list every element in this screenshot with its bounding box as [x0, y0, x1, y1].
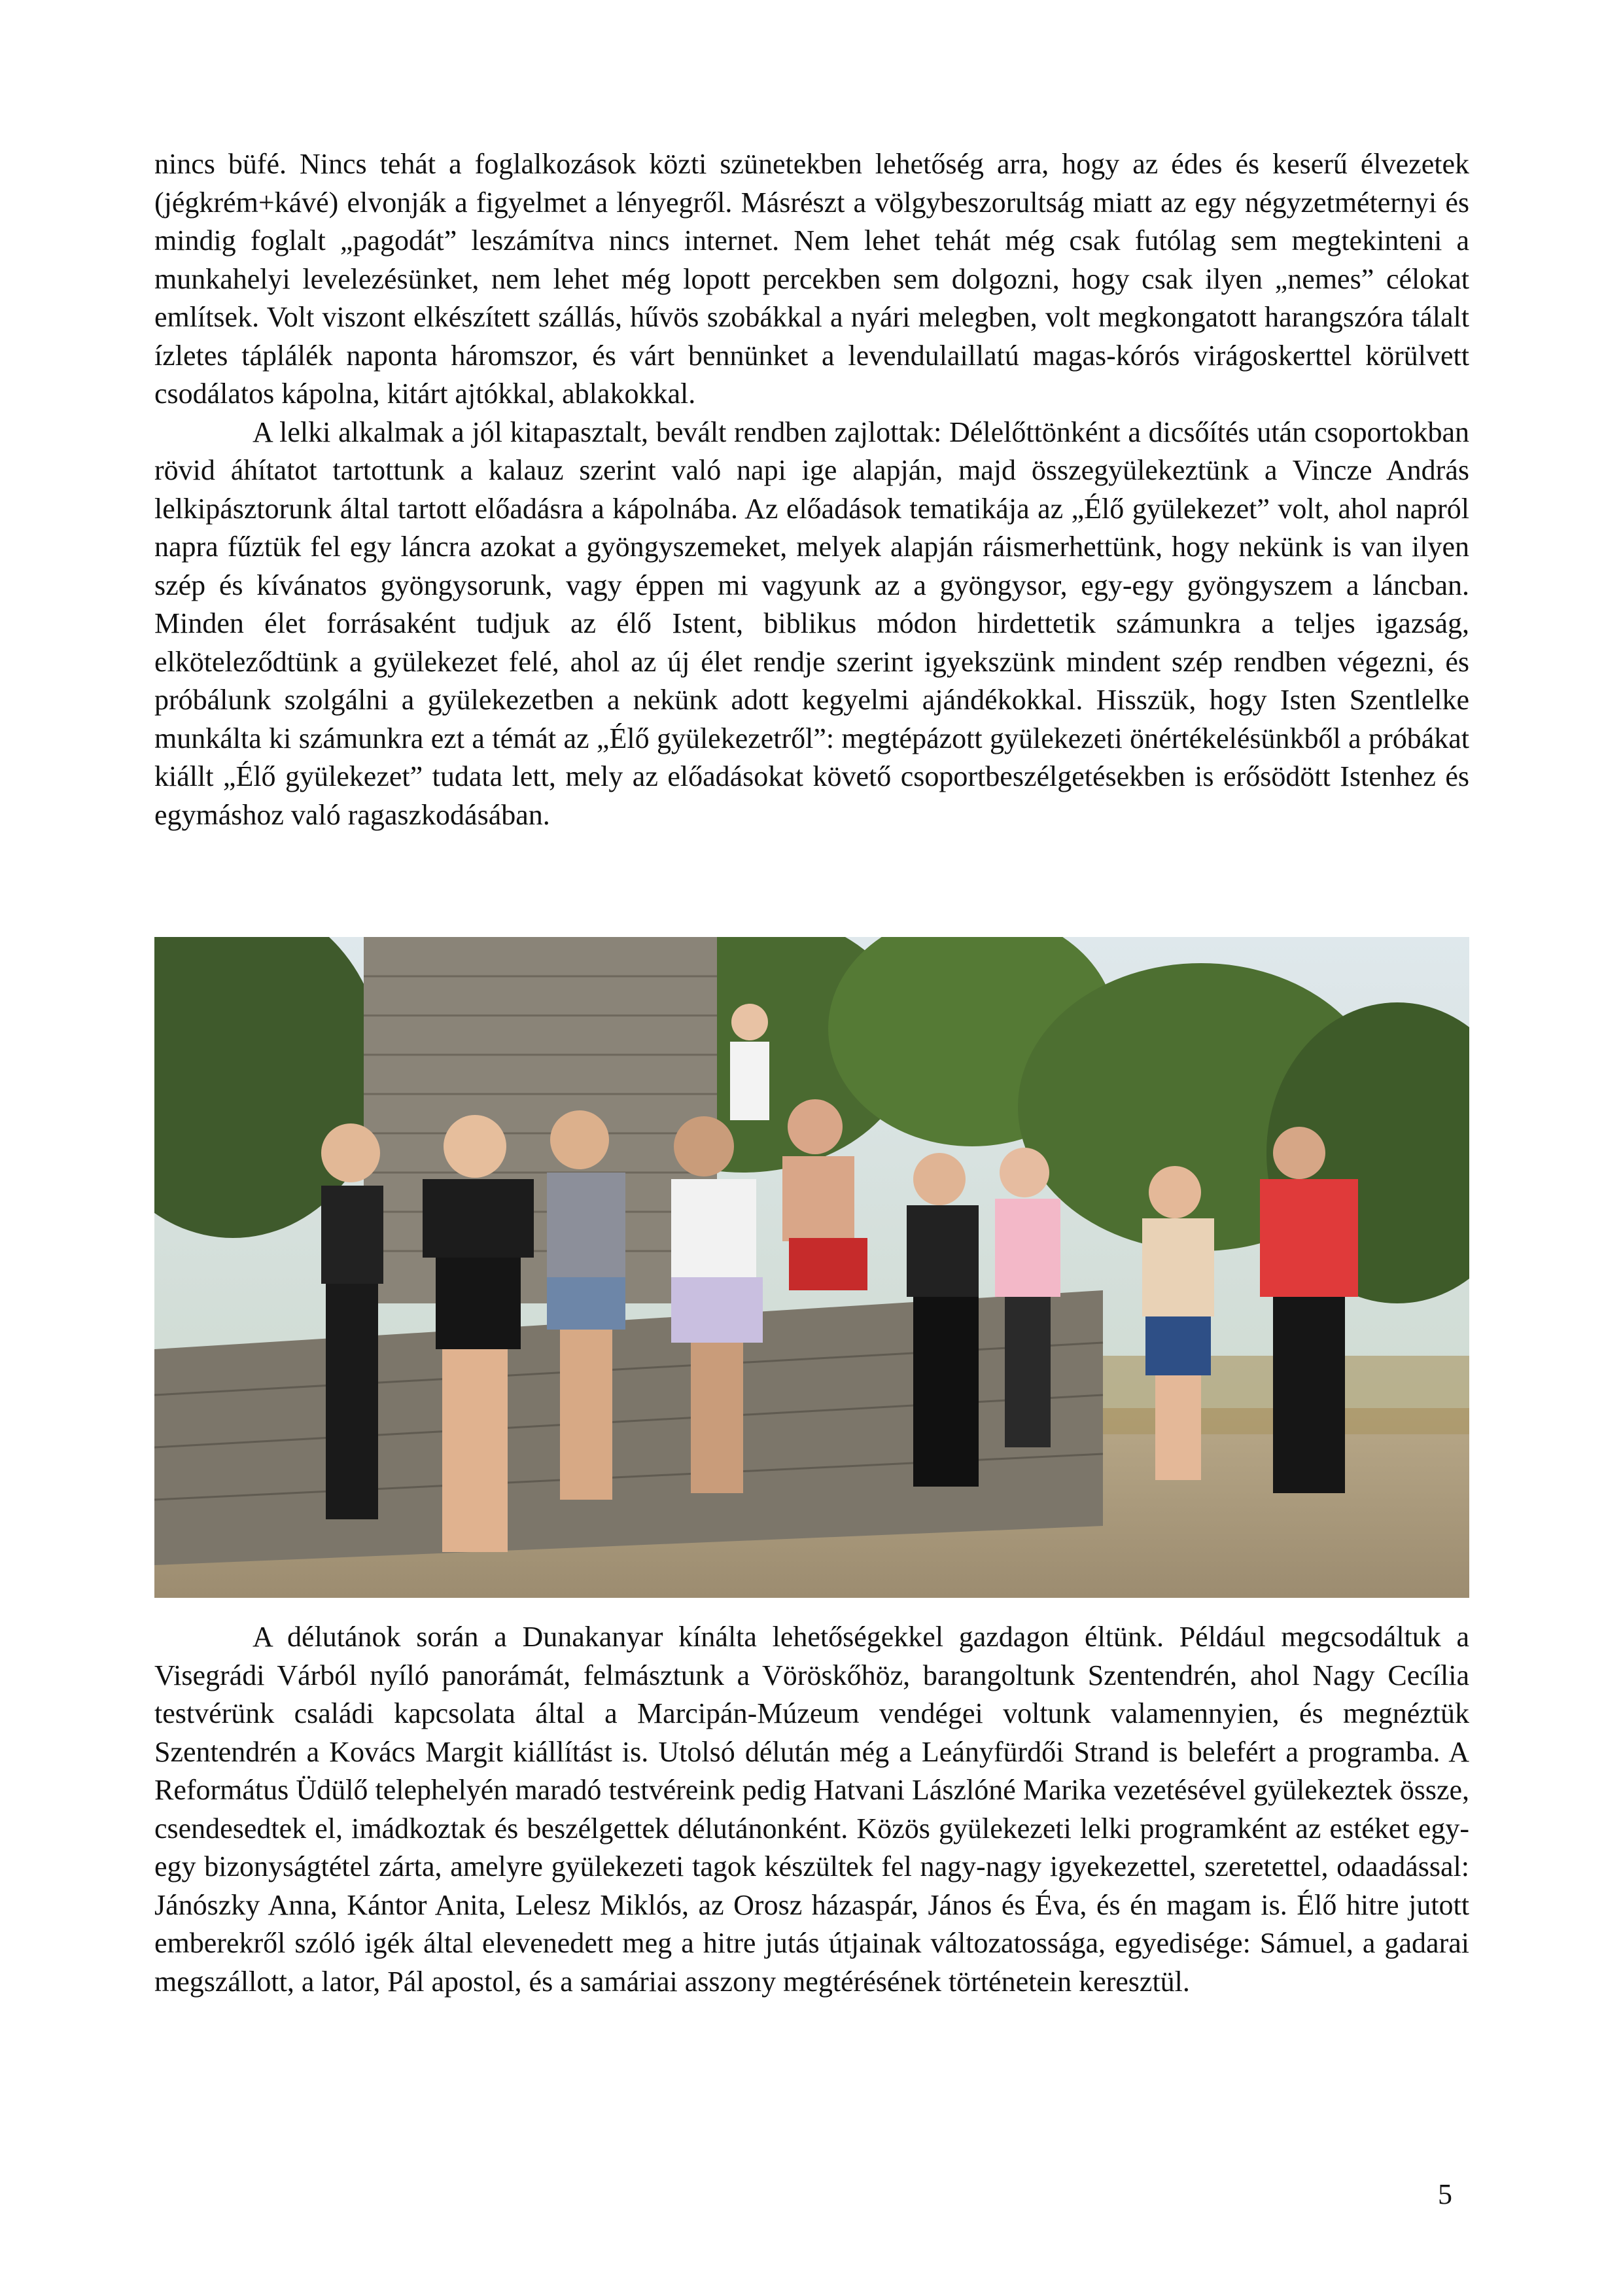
group-photo [154, 937, 1469, 1598]
text-block-top [154, 145, 1469, 834]
paragraph: A lelki alkalmak a jól kitapasztalt, bevált rendben zajlottak: Délelőttönként a dicsőítés után csoportokban rövid áhítatot tartottunk a kalauz szerint való napi ige alapján, majd összegyülekeztünk a Vincze András lelkipásztorunk által tartott előadásra a kápolnába. Az előadások tematikája az „Élő gyülekezet” volt, ahol napról napra fűztük fel egy láncra azokat a gyöngyszemeket, melyek alapján ráismerhettünk, hogy nekünk is van ilyen szép és kívánatos gyöngysorunk, vagy éppen mi vagyunk az a gyöngysor, egy-egy gyöngyszem a láncban. Minden élet forrásaként tudjuk az élő Istent, biblikus módon hirdettetik számunkra a teljes igazság, elköteleződtünk a gyülekezet felé, ahol az új élet rendje szerint igyekszünk mindent szép rendben végezni, és próbálunk szolgálni a gyülekezetben a nekünk adott kegyelmi ajándékokkal. Hisszük, hogy Isten Szentlelke munkálta ki számunkra ezt a témát az „Élő gyülekezetről”: megtépázott gyülekezeti önértékelésünkből a próbákat kiállt „Élő gyülekezet” tudata lett, mely az előadásokat követő csoportbeszélgetésekben is erősödött Istenhez és egymáshoz való ragaszkodásában. [154, 415, 1469, 831]
paragraph: nincs büfé. Nincs tehát a foglalkozások közti szünetekben lehetőség arra, hogy az édes és keserű élvezetek (jégkrém+kávé) elvonják a figyelmet a lényegről. Másrészt a völgybeszorultság miatt az egy négyzetméternyi és mindig foglalt „pagodát” leszámítva nincs internet. Nem lehet tehát még csak futólag sem megtekinteni a munkahelyi levelezésünket, nem lehet még lopott percekben sem dolgozni, hogy csak ilyen „nemes” célokat említsek. Volt viszont elkészített szállás, hűvös szobákkal a nyári melegben, volt megkongatott harangszóra tálalt ízletes táplálék naponta háromszor, és várt bennünket a levendulaillatú magas-kórós virágoskerttel körülvett csodálatos kápolna, kitárt ajtókkal, ablakokkal. [154, 148, 1469, 410]
page-number: 5 [1438, 2178, 1452, 2210]
text-block-bottom [154, 1618, 1469, 2001]
paragraph: A délutánok során a Dunakanyar kínálta lehetőségekkel gazdagon éltünk. Például megcsodáltuk a Visegrádi Várból nyíló panorámát, felmásztunk a Vöröskőhöz, barangoltunk Szentendrén, ahol Nagy Cecília testvérünk családi kapcsolata által a Marcipán-Múzeum vendégei voltunk valamennyien, és megnéztük Szentendrén a Kovács Margit kiállítást is. Utolsó délután még a Leányfürdői Strand is belefért a programba. A Református Üdülő telephelyén maradó testvéreink pedig Hatvani Lászlóné Marika vezetésével gyülekeztek össze, csendesedtek el, imádkoztak és beszélgettek délutánonként. Közös gyülekezeti lelki programként az estéket egy-egy bizonyságtétel zárta, amelyre gyülekezeti tagok készültek fel nagy-nagy igyekezettel, szeretettel, odaadással: Jánószky Anna, Kántor Anita, Lelesz Miklós, az Orosz házaspár, János és Éva, és én magam is. Élő hitre jutott emberekről szóló igék által elevenedett meg a hitre jutás útjainak változatossága, egyedisége: Sámuel, a gadarai megszállott, a lator, Pál apostol, és a samáriai asszony megtérésének történetein keresztül. [154, 1621, 1469, 1998]
